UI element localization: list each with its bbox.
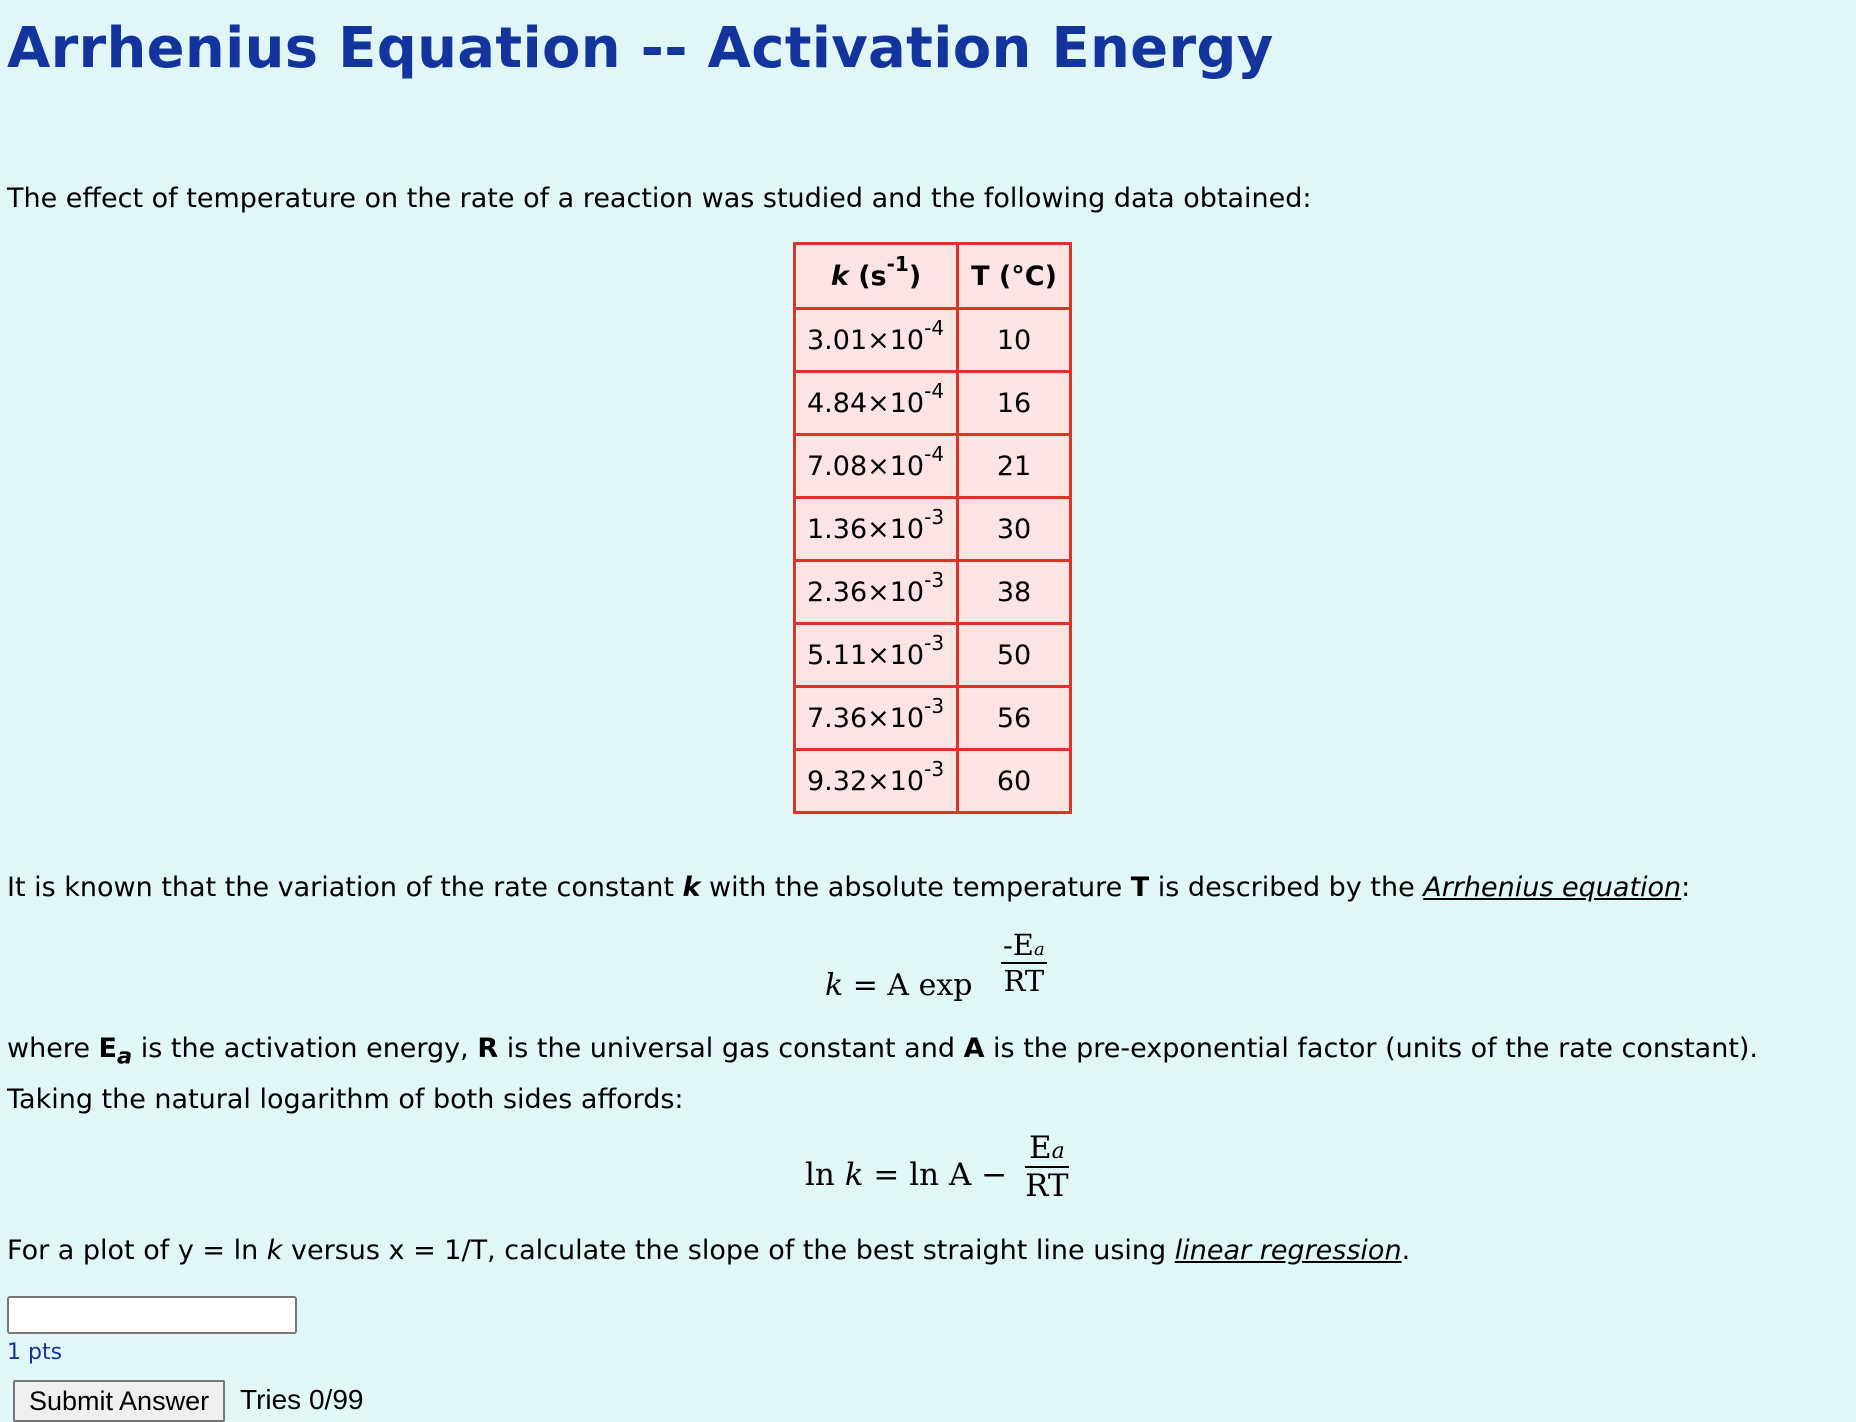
k-mantissa: 7.36×10 bbox=[807, 702, 925, 734]
a-symbol: A bbox=[963, 1033, 985, 1064]
t-symbol: T bbox=[1130, 872, 1150, 903]
eq-rest: = ln A − bbox=[863, 1157, 1008, 1193]
known-text-part: : bbox=[1681, 872, 1691, 903]
t-cell: 16 bbox=[958, 372, 1071, 435]
header-k-exp: -1 bbox=[886, 251, 909, 276]
eq-k-symbol: k bbox=[825, 968, 844, 1003]
plot-text-part: versus x = 1/T, calculate the slope of the best straight line using bbox=[282, 1235, 1175, 1266]
table-row bbox=[795, 561, 1071, 624]
numerator-text: -E bbox=[1003, 928, 1034, 962]
k-exponent: -3 bbox=[924, 756, 945, 781]
t-cell: 38 bbox=[958, 561, 1071, 624]
ea-symbol bbox=[98, 1033, 133, 1070]
table-row bbox=[795, 372, 1071, 435]
intro-text: The effect of temperature on the rate of a reaction was studied and the following data obtained: bbox=[7, 183, 1312, 214]
table-row bbox=[795, 624, 1071, 687]
t-cell: 21 bbox=[958, 435, 1071, 498]
answer-input[interactable] bbox=[7, 1296, 297, 1334]
where-text-part: is the activation energy, bbox=[132, 1033, 478, 1064]
table-row bbox=[795, 498, 1071, 561]
k-cell bbox=[795, 687, 958, 750]
tries-counter: Tries 0/99 bbox=[240, 1384, 364, 1415]
eq-ln: ln bbox=[805, 1157, 845, 1193]
k-mantissa: 1.36×10 bbox=[807, 513, 925, 545]
header-t: T (°C) bbox=[958, 244, 1071, 309]
k-exponent: -3 bbox=[924, 693, 945, 718]
table-row bbox=[795, 687, 1071, 750]
k-cell bbox=[795, 372, 958, 435]
k-mantissa: 2.36×10 bbox=[807, 576, 925, 608]
known-text-part: is described by the bbox=[1149, 872, 1424, 903]
t-cell: 10 bbox=[958, 309, 1071, 372]
k-cell bbox=[795, 498, 958, 561]
t-cell: 50 bbox=[958, 624, 1071, 687]
k-cell bbox=[795, 624, 958, 687]
k-mantissa: 7.08×10 bbox=[807, 450, 925, 482]
page-title: Arrhenius Equation -- Activation Energy bbox=[7, 16, 1274, 81]
k-mantissa: 5.11×10 bbox=[807, 639, 925, 671]
known-text-part: It is known that the variation of the rate constant bbox=[7, 872, 683, 903]
where-text-part: is the pre-exponential factor (units of the rate constant). Taking the natural logarithm of both sides affords: bbox=[7, 1033, 1759, 1116]
k-cell bbox=[795, 750, 958, 813]
known-text-part: with the absolute temperature bbox=[700, 872, 1131, 903]
eq-k-symbol: k bbox=[844, 1157, 864, 1193]
k-exponent: -3 bbox=[924, 567, 945, 592]
header-k-unit: (s bbox=[848, 260, 887, 292]
plot-text-part: For a plot of y = ln bbox=[7, 1235, 267, 1266]
k-cell bbox=[795, 561, 958, 624]
points-label: 1 pts bbox=[7, 1340, 63, 1365]
k-mantissa: 3.01×10 bbox=[807, 324, 925, 356]
fraction-denominator: RT bbox=[1003, 964, 1045, 998]
ea-subscript: a bbox=[116, 1043, 133, 1070]
eq-rest: = A exp bbox=[843, 968, 973, 1003]
k-mantissa: 4.84×10 bbox=[807, 387, 925, 419]
numerator-subscript: a bbox=[1033, 939, 1045, 960]
table-row bbox=[795, 435, 1071, 498]
arrhenius-equation-link[interactable]: Arrhenius equation bbox=[1423, 872, 1682, 903]
k-exponent: -4 bbox=[924, 315, 945, 340]
equation-lhs bbox=[825, 968, 972, 1003]
header-k bbox=[795, 244, 958, 309]
k-exponent: -3 bbox=[924, 630, 945, 655]
where-text bbox=[7, 1027, 1847, 1121]
k-exponent: -4 bbox=[924, 441, 945, 466]
header-k-close: ) bbox=[908, 260, 922, 292]
k-mantissa: 9.32×10 bbox=[807, 765, 925, 797]
r-symbol: R bbox=[477, 1033, 499, 1064]
numerator-subscript: a bbox=[1051, 1139, 1065, 1164]
fraction-numerator bbox=[1025, 1130, 1069, 1168]
data-table bbox=[793, 242, 1072, 814]
numerator-text: E bbox=[1029, 1130, 1052, 1166]
k-symbol: k bbox=[682, 872, 701, 903]
table-row bbox=[795, 309, 1071, 372]
k-cell bbox=[795, 309, 958, 372]
t-cell: 60 bbox=[958, 750, 1071, 813]
k-exponent: -4 bbox=[924, 378, 945, 403]
exponent-fraction bbox=[1001, 928, 1047, 998]
ea-letter: E bbox=[98, 1033, 117, 1064]
k-exponent: -3 bbox=[924, 504, 945, 529]
equation-lhs bbox=[805, 1157, 1007, 1193]
ea-over-rt-fraction bbox=[1025, 1130, 1069, 1204]
t-cell: 56 bbox=[958, 687, 1071, 750]
submit-answer-button[interactable]: Submit Answer bbox=[13, 1380, 225, 1422]
k-cell bbox=[795, 435, 958, 498]
table-row bbox=[795, 750, 1071, 813]
plot-instruction bbox=[7, 1229, 1410, 1272]
where-text-part: where bbox=[7, 1033, 99, 1064]
k-symbol: k bbox=[266, 1235, 283, 1266]
fraction-denominator: RT bbox=[1025, 1168, 1069, 1204]
header-k-var: k bbox=[830, 260, 849, 292]
fraction-numerator bbox=[1001, 928, 1047, 964]
linear-regression-link[interactable]: linear regression bbox=[1174, 1235, 1402, 1266]
t-cell: 30 bbox=[958, 498, 1071, 561]
where-text-part: is the universal gas constant and bbox=[498, 1033, 964, 1064]
known-text bbox=[7, 866, 1690, 909]
table-header-row bbox=[795, 244, 1071, 309]
plot-text-part: . bbox=[1401, 1235, 1411, 1266]
